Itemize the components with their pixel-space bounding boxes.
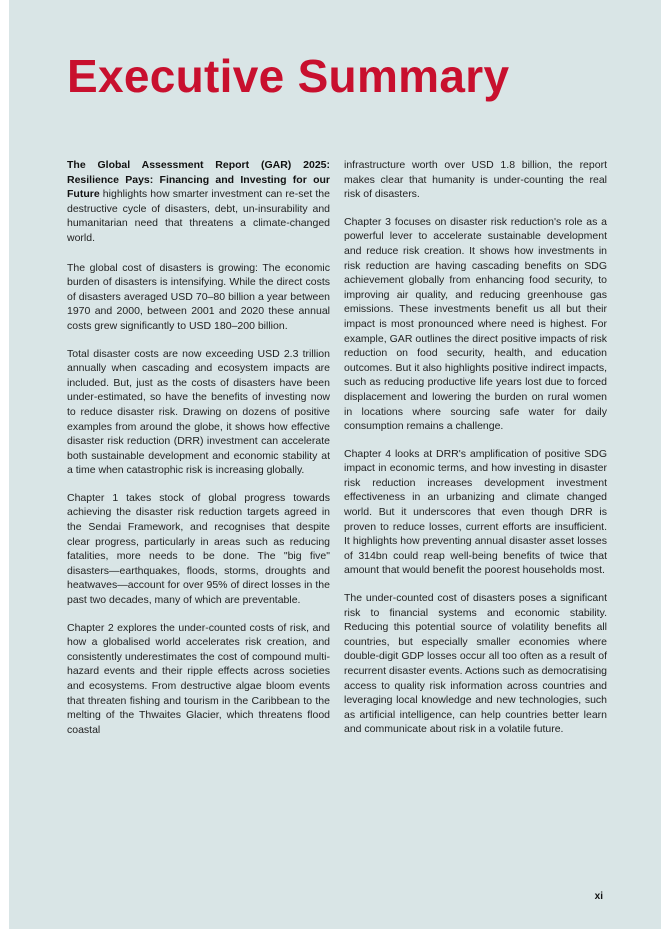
left-column [67,158,330,750]
right-column [344,158,607,750]
paragraph-chapter-4: Chapter 4 looks at DRR's amplification of positive SDG impact in economic terms, and how investing in disaster risk reduction increases development investment effectiveness in an urbanizing and climate changed world. But it underscores that even though DRR is proven to reduce losses, current efforts are insufficient. It highlights how preventing annual disaster asset losses of 314bn could reap well-being benefits of twice that amount that would benefit the poorest households most. [344,447,607,577]
paragraph-global-cost: The global cost of disasters is growing: The economic burden of disasters is intensifying. While the direct costs of disasters averaged USD 70–80 billion a year between 1970 and 2000, between 2001 and 2020 these annual costs grew significantly to USD 180–200 billion. [67,261,330,332]
page-number: xi [594,891,603,902]
report-title-lead: The Global Assessment Report (GAR) 2025: Resilience Pays: Financing and Investing for our Future [67,159,330,201]
paragraph-total-costs: Total disaster costs are now exceeding USD 2.3 trillion annually when cascading and ecosystem impacts are included. But, just as the costs of disasters have been under-estimated, so have the benefits of investing now to reduce disaster risk. Drawing on dozens of positive examples from around the globe, it shows how effective disaster risk reduction (DRR) investment can accelerate both sustainable development and economic stability at a time when catastrophic risk is increasing globally. [67,347,330,477]
intro-text: highlights how smarter investment can re-set the destructive cycle of disasters, debt, un-insurability and humanitarian need that threatens a climate-changed world. [67,188,330,244]
paragraph-financial-risk: The under-counted cost of disasters poses a significant risk to financial systems and economic stability. Reducing this potential source of volatility benefits all countries, but especially smaller economies where double-digit GDP losses occur all too often as a result of recurrent disaster events. Actions such as democratising access to quality risk information across countries and leveraging local knowledge and new technologies, such as artificial intelligence, can help countries better learn and communicate about risk in a volatile future. [344,592,607,736]
paragraph-chapter-2-continued: infrastructure worth over USD 1.8 billion, the report makes clear that humanity is under-counting the real risk of disasters. [344,159,607,201]
intro-paragraph [67,158,330,246]
paragraph-chapter-1: Chapter 1 takes stock of global progress towards achieving the disaster risk reduction targets agreed in the Sendai Framework, and recognises that despite clear progress, particularly in areas such as reducing fatalities, more needs to be done. The "big five" disasters—earthquakes, floods, storms, droughts and heatwaves—account for over 95% of direct losses in the past two decades, many of which are preventable. [67,491,330,607]
paragraph-chapter-3: Chapter 3 focuses on disaster risk reduction's role as a powerful lever to accelerate sustainable development and reduce risk creation. It shows how investments in risk reduction are having cascading benefits on SDG achievement globally from enhancing food security, to improving air quality, and reducing greenhouse gas emissions. These investments benefit us all but their impact is most pronounced where need is highest. For example, GAR outlines the direct positive impacts of risk reduction on food security, health, and education outcomes. But it also highlights positive indirect impacts, such as reducing productive life years lost due to forced displacement and lowering the burden on rural women in locations where sourcing safe water for daily consumption remains a challenge. [344,215,607,433]
paragraph-chapter-2: Chapter 2 explores the under-counted costs of risk, and how a globalised world accelerates risk creation, and consistently underestimates the cost of compound multi-hazard events and their ripple effects across societies and ecosystems. From destructive algae bloom events that threaten fishing and tourism in the Caribbean to the melting of the Thwaites Glacier, which threatens flood coastal [67,621,330,736]
document-page [9,0,661,929]
page-title: Executive Summary [67,50,510,102]
